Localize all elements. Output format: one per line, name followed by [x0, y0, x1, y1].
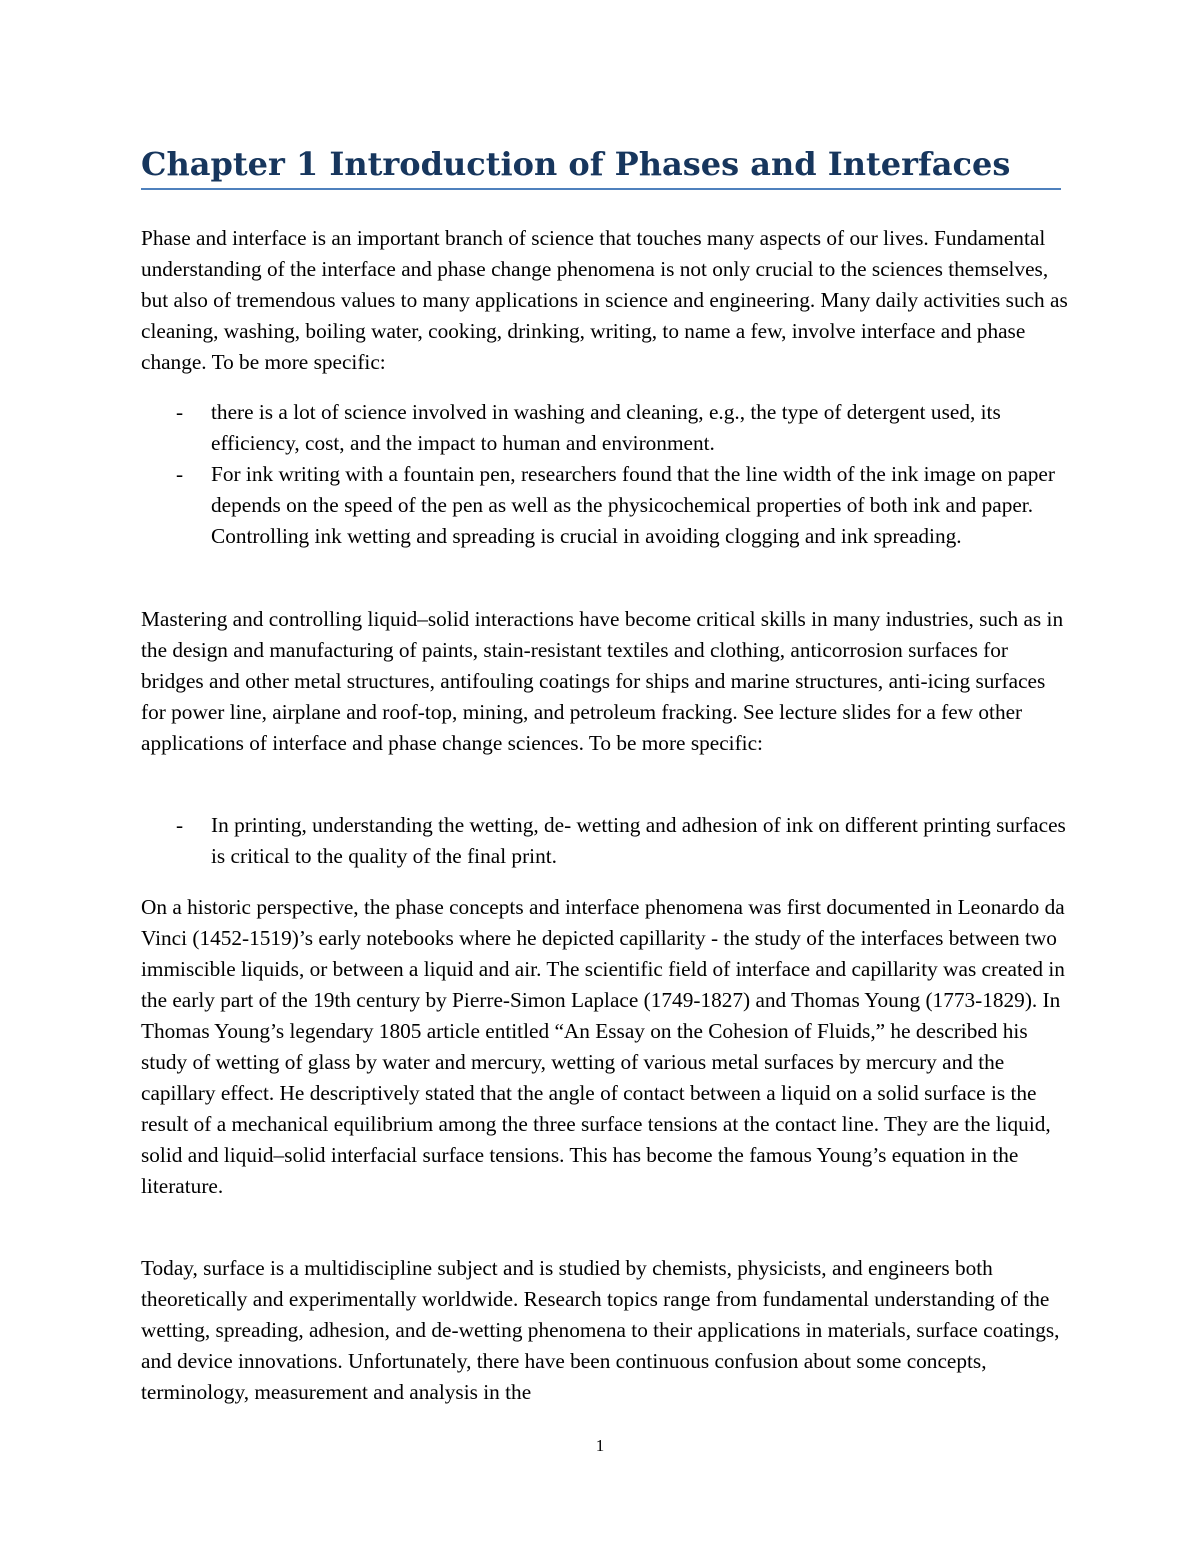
bullet-dash: -: [176, 813, 184, 837]
bullet-list-printing: [176, 810, 1071, 872]
history-paragraph: [141, 892, 1071, 1202]
intro-paragraph: [141, 223, 1071, 378]
bullet-item: [176, 397, 1071, 459]
bullet-text: there is a lot of science involved in washing and cleaning, e.g., the type of detergent used, its efficiency, cost, and the impact to human and environment.: [211, 400, 1001, 455]
title-underline: [141, 188, 1061, 190]
today-paragraph: [141, 1253, 1071, 1408]
bullet-dash: -: [176, 462, 184, 486]
bullet-list-daily-activities: [176, 397, 1071, 552]
paragraph-1: Phase and interface is an important branch of science that touches many aspects of our lives. Fundamental understanding of the interface and phase change phenomena is not only crucial to the sciences themselves, but also of tremendous values to many applications in science and engineering. Many daily activities such as cleaning, washing, boiling water, cooking, drinking, writing, to name a few, involve interface and phase change. To be more specific:: [141, 226, 1068, 374]
page-number: 1: [595, 1436, 605, 1455]
bullet-dash: -: [176, 400, 184, 424]
bullet-text: In printing, understanding the wetting, de- wetting and adhesion of ink on different printing surfaces is critical to the quality of the final print.: [211, 813, 1066, 868]
bullet-item: [176, 459, 1071, 552]
paragraph-2: Mastering and controlling liquid–solid interactions have become critical skills in many industries, such as in the design and manufacturing of paints, stain-resistant textiles and clothing, anticorrosion surfaces for bridges and other metal structures, antifouling coatings for ships and marine structures, anti-icing surfaces for power line, airplane and roof-top, mining, and petroleum fracking. See lecture slides for a few other applications of interface and phase change sciences. To be more specific:: [141, 607, 1064, 755]
bullet-text: For ink writing with a fountain pen, researchers found that the line width of the ink image on paper depends on the speed of the pen as well as the physicochemical properties of both ink and paper. Controlling ink wetting and spreading is crucial in avoiding clogging and ink spreading.: [211, 462, 1055, 548]
paragraph-4: Today, surface is a multidiscipline subject and is studied by chemists, physicists, and engineers both theoretically and experimentally worldwide. Research topics range from fundamental understanding of the wetting, spreading, adhesion, and de-wetting phenomena to their applications in materials, surface coatings, and device innovations. Unfortunately, there have been continuous confusion about some concepts, terminology, measurement and analysis in the: [141, 1256, 1060, 1404]
industries-paragraph: [141, 604, 1071, 759]
chapter-title: Chapter 1 Introduction of Phases and Interfaces: [141, 145, 1011, 183]
paragraph-3: On a historic perspective, the phase concepts and interface phenomena was first documented in Leonardo da Vinci (1452-1519)’s early notebooks where he depicted capillarity - the study of the interfaces between two immiscible liquids, or between a liquid and air. The scientific field of interface and capillarity was created in the early part of the 19th century by Pierre-Simon Laplace (1749-1827) and Thomas Young (1773-1829). In Thomas Young’s legendary 1805 article entitled “An Essay on the Cohesion of Fluids,” he described his study of wetting of glass by water and mercury, wetting of various metal surfaces by mercury and the capillary effect. He descriptively stated that the angle of contact between a liquid on a solid surface is the result of a mechanical equilibrium among the three surface tensions at the contact line. They are the liquid, solid and liquid–solid interfacial surface tensions. This has become the famous Young’s equation in the literature.: [141, 895, 1065, 1198]
bullet-item: [176, 810, 1071, 872]
